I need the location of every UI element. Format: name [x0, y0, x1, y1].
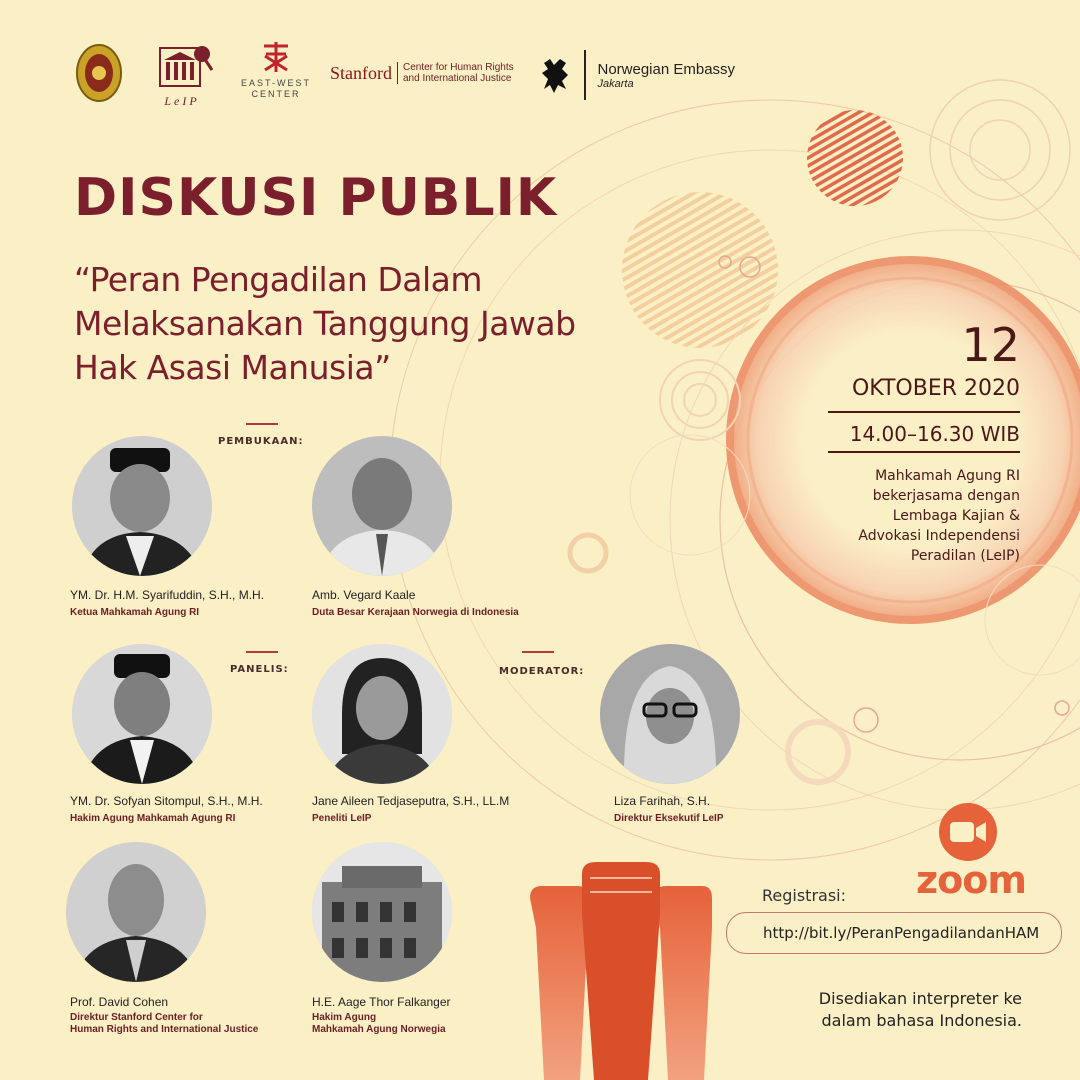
- zoom-logo-text: zoom: [916, 858, 1026, 902]
- speaker-name: Amb. Vegard Kaale: [312, 588, 416, 602]
- event-month-year: OKTOBER 2020: [851, 376, 1020, 401]
- norway-sub: Jakarta: [597, 77, 634, 90]
- speaker-caption: [312, 995, 451, 1036]
- organizer-line1: Mahkamah Agung RI: [875, 468, 1020, 484]
- norway-divider: [584, 50, 586, 100]
- speaker-caption: [614, 794, 723, 825]
- event-time: 14.00–16.30 WIB: [849, 422, 1020, 446]
- speaker-photo-cohen: [66, 842, 206, 982]
- mahkamah-agung-logo: [74, 42, 124, 104]
- organizer-line4: Advokasi Independensi: [858, 528, 1020, 544]
- organizer-block: [760, 466, 1020, 566]
- speaker-name: Jane Aileen Tedjaseputra, S.H., LL.M: [312, 794, 510, 808]
- date-divider-top: [828, 411, 1020, 413]
- speaker-role: Direktur Stanford Center for: [70, 1012, 203, 1023]
- speaker-photo-farihah: [600, 644, 740, 784]
- speaker-photo-falkanger: [312, 842, 452, 982]
- interpreter-line1: Disediakan interpreter ke: [818, 989, 1022, 1008]
- stanford-line1: Center for Human Rights: [403, 62, 514, 73]
- organizer-line3: Lembaga Kajian &: [892, 508, 1020, 524]
- speaker-name: H.E. Aage Thor Falkanger: [312, 995, 451, 1009]
- speaker-photo-kaale: [312, 436, 452, 576]
- speaker-caption: [312, 794, 509, 825]
- subtitle-line1: “Peran Pengadilan Dalam: [74, 260, 482, 299]
- moderator-label: MODERATOR:: [499, 666, 585, 677]
- leip-logo: [158, 44, 218, 106]
- panelists-dash: [246, 651, 278, 653]
- speaker-role: Human Rights and International Justice: [70, 1024, 259, 1035]
- speaker-caption: [70, 588, 264, 619]
- speaker-role: Hakim Agung Mahkamah Agung RI: [70, 813, 236, 824]
- speaker-name: YM. Dr. H.M. Syarifuddin, S.H., M.H.: [70, 588, 265, 602]
- opening-label: PEMBUKAAN:: [218, 436, 304, 447]
- speaker-role: Peneliti LeIP: [312, 813, 372, 824]
- moderator-dash: [522, 651, 554, 653]
- opening-dash: [246, 423, 278, 425]
- eastwest-emblem-icon: [261, 40, 291, 74]
- speaker-role: Mahkamah Agung Norwegia: [312, 1024, 446, 1035]
- stanford-divider: [397, 62, 398, 84]
- norwegian-embassy-logo: [540, 50, 735, 100]
- subtitle-line3: Hak Asasi Manusia”: [74, 348, 391, 387]
- event-day: 12: [961, 318, 1020, 372]
- speaker-photo-sitompul: [72, 644, 212, 784]
- organizer-line2: bekerjasama dengan: [872, 488, 1020, 504]
- event-subtitle: [74, 258, 576, 390]
- interpreter-note: [819, 988, 1022, 1032]
- panelists-label: PANELIS:: [230, 664, 289, 675]
- zoom-camera-icon: [938, 802, 998, 862]
- event-title: DISKUSI PUBLIK: [74, 168, 558, 228]
- speaker-role: Duta Besar Kerajaan Norwegia di Indonesia: [312, 607, 519, 618]
- interpreter-line2: dalam bahasa Indonesia.: [821, 1011, 1022, 1030]
- eastwest-line2: CENTER: [251, 89, 301, 99]
- registration-link[interactable]: http://bit.ly/PeranPengadilandanHAM: [726, 912, 1062, 954]
- norway-lion-icon: [540, 55, 572, 95]
- registration-label: Registrasi:: [762, 886, 847, 905]
- stanford-logo: [330, 62, 514, 84]
- speaker-photo-tedjaseputra: [312, 644, 452, 784]
- speaker-name: Prof. David Cohen: [70, 995, 169, 1009]
- date-divider-bottom: [828, 451, 1020, 453]
- organizer-line5: Peradilan (LeIP): [910, 548, 1020, 564]
- norway-title: Norwegian Embassy: [597, 60, 736, 78]
- stanford-wordmark: Stanford: [330, 62, 392, 83]
- subtitle-line2: Melaksanakan Tanggung Jawab: [74, 304, 576, 343]
- eastwest-line1: EAST-WEST: [240, 78, 311, 88]
- speaker-role: Ketua Mahkamah Agung RI: [70, 607, 200, 618]
- speaker-name: Liza Farihah, S.H.: [614, 794, 711, 808]
- eastwest-center-logo: [240, 40, 312, 104]
- speaker-caption: [70, 995, 258, 1036]
- speaker-photo-syarifuddin: [72, 436, 212, 576]
- leip-logo-text: LeIP: [164, 94, 200, 108]
- speaker-role: Hakim Agung: [312, 1012, 377, 1023]
- speaker-caption: [312, 588, 519, 619]
- speaker-role: Direktur Eksekutif LeIP: [614, 813, 724, 824]
- speaker-caption: [70, 794, 263, 825]
- speaker-name: YM. Dr. Sofyan Sitompul, S.H., M.H.: [70, 794, 263, 808]
- raised-fists-illustration: [526, 858, 716, 1080]
- stanford-line2: and International Justice: [403, 73, 512, 84]
